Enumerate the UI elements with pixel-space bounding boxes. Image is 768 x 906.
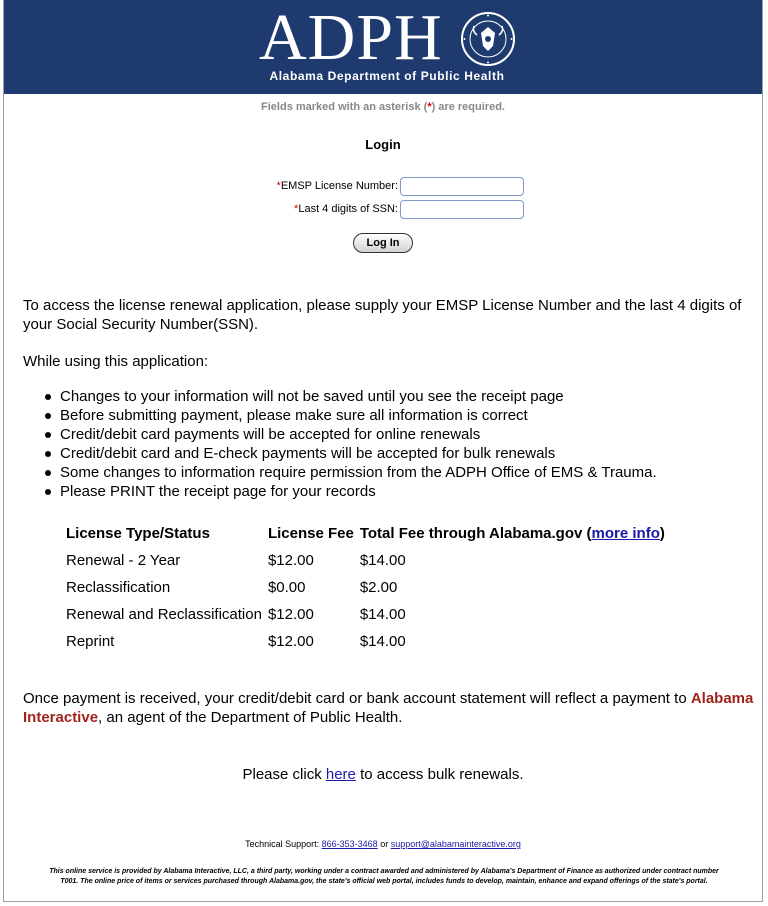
bulk-renewals-note	[4, 765, 762, 784]
bulk-note-suffix: to access bulk renewals.	[355, 766, 524, 783]
bullet-icon	[45, 489, 51, 495]
license-fee-cell: $12.00	[267, 633, 314, 650]
bullet-icon	[45, 451, 51, 457]
table-row	[63, 547, 668, 574]
fee-table-header-row	[63, 520, 668, 547]
list-item	[60, 444, 657, 463]
license-fee-header: License Fee	[267, 525, 354, 542]
table-row	[63, 574, 668, 601]
required-asterisk: *	[427, 101, 432, 113]
total-fee-header-text: Total Fee through Alabama.gov (	[359, 525, 592, 542]
license-type-header: License Type/Status	[66, 525, 210, 542]
bullet-icon	[45, 432, 51, 438]
total-fee-header-close: )	[659, 525, 665, 542]
support-or-text: or	[377, 839, 391, 849]
support-phone-link[interactable]: 866-353-3468	[321, 839, 378, 849]
total-fee-header	[357, 520, 668, 547]
required-note-suffix: ) are required.	[431, 101, 505, 113]
table-row	[63, 601, 668, 628]
bulk-note-prefix: Please click	[242, 766, 326, 783]
license-fee-cell: $12.00	[267, 606, 314, 623]
bullet-icon	[45, 413, 51, 419]
license-type-cell: Renewal and Reclassification	[66, 606, 262, 623]
list-item	[60, 406, 657, 425]
bullet-text: Credit/debit card payments will be accepted for online renewals	[60, 426, 481, 443]
license-type-cell: Renewal - 2 Year	[66, 552, 181, 569]
ssn-row	[4, 200, 762, 222]
payment-note-text-end: , an agent of the Department of Public Health.	[98, 709, 403, 726]
bullet-icon	[45, 470, 51, 476]
portal-disclaimer: This online service is provided by Alabama Interactive, LLC, a third party, working under a contract awarded and administered by Alabama's Department of Finance as authorized under contract number T001. The online price of items or services purchased through Alabama.gov, the state's official web portal, includes funds to develop, maintain, enhance and expand offerings of the state's portal.	[49, 868, 719, 885]
header-subtitle: Alabama Department of Public Health	[269, 69, 505, 83]
license-required-asterisk: *	[276, 180, 281, 192]
login-button[interactable]: Log In	[353, 233, 413, 253]
ssn-required-asterisk: *	[294, 203, 299, 215]
total-fee-cell: $2.00	[359, 579, 398, 596]
bullet-text: Changes to your information will not be saved until you see the receipt page	[60, 388, 564, 405]
license-label-text: EMSP License Number:	[280, 180, 398, 192]
total-fee-cell: $14.00	[359, 633, 406, 650]
site-header	[4, 0, 762, 94]
payment-note-text: Once payment is received, your credit/debit card or bank account statement will reflect a payment to	[23, 690, 691, 707]
ssn-label	[294, 203, 398, 215]
bullet-text: Please PRINT the receipt page for your records	[60, 483, 376, 500]
while-using-text: While using this application:	[23, 353, 209, 370]
support-label: Technical Support:	[245, 839, 322, 849]
ssn-label-text: Last 4 digits of SSN:	[298, 203, 398, 215]
intro-text: To access the license renewal application, please supply your EMSP License Number and the last 4 digits of your Social Security Number(SSN).	[23, 297, 742, 333]
state-seal-icon	[460, 11, 516, 67]
bullet-text: Credit/debit card and E-check payments will be accepted for bulk renewals	[60, 445, 556, 462]
list-item	[60, 482, 657, 501]
list-item	[60, 463, 657, 482]
list-item	[60, 425, 657, 444]
bullet-icon	[45, 394, 51, 400]
required-note-prefix: Fields marked with an asterisk (	[261, 101, 428, 113]
ssn-input[interactable]	[400, 200, 524, 219]
info-bullet-list	[60, 387, 657, 501]
page-frame	[3, 0, 763, 902]
total-fee-cell: $14.00	[359, 552, 406, 569]
login-title: Login	[365, 137, 401, 152]
more-info-link[interactable]: more info	[591, 525, 660, 542]
bulk-renewals-link[interactable]: here	[325, 766, 356, 783]
license-number-input[interactable]	[400, 177, 524, 196]
total-fee-cell: $14.00	[359, 606, 406, 623]
license-fee-cell: $0.00	[267, 579, 306, 596]
adph-logo-text: ADPH	[259, 1, 443, 74]
bullet-text: Some changes to information require permission from the ADPH Office of EMS & Trauma.	[60, 464, 657, 481]
technical-support	[4, 839, 762, 849]
license-type-cell: Reprint	[66, 633, 115, 650]
license-number-label	[277, 180, 398, 192]
list-item	[60, 387, 657, 406]
alabama-interactive-text: Alabama Interactive	[23, 690, 754, 726]
bullet-text: Before submitting payment, please make sure all information is correct	[60, 407, 528, 424]
fee-table	[63, 520, 668, 655]
license-type-cell: Reclassification	[66, 579, 171, 596]
license-fee-cell: $12.00	[267, 552, 314, 569]
table-row	[63, 628, 668, 655]
payment-note	[23, 689, 758, 727]
required-fields-note	[4, 101, 762, 113]
license-number-row	[4, 177, 762, 199]
support-email-link[interactable]: support@alabamainteractive.org	[390, 839, 521, 849]
